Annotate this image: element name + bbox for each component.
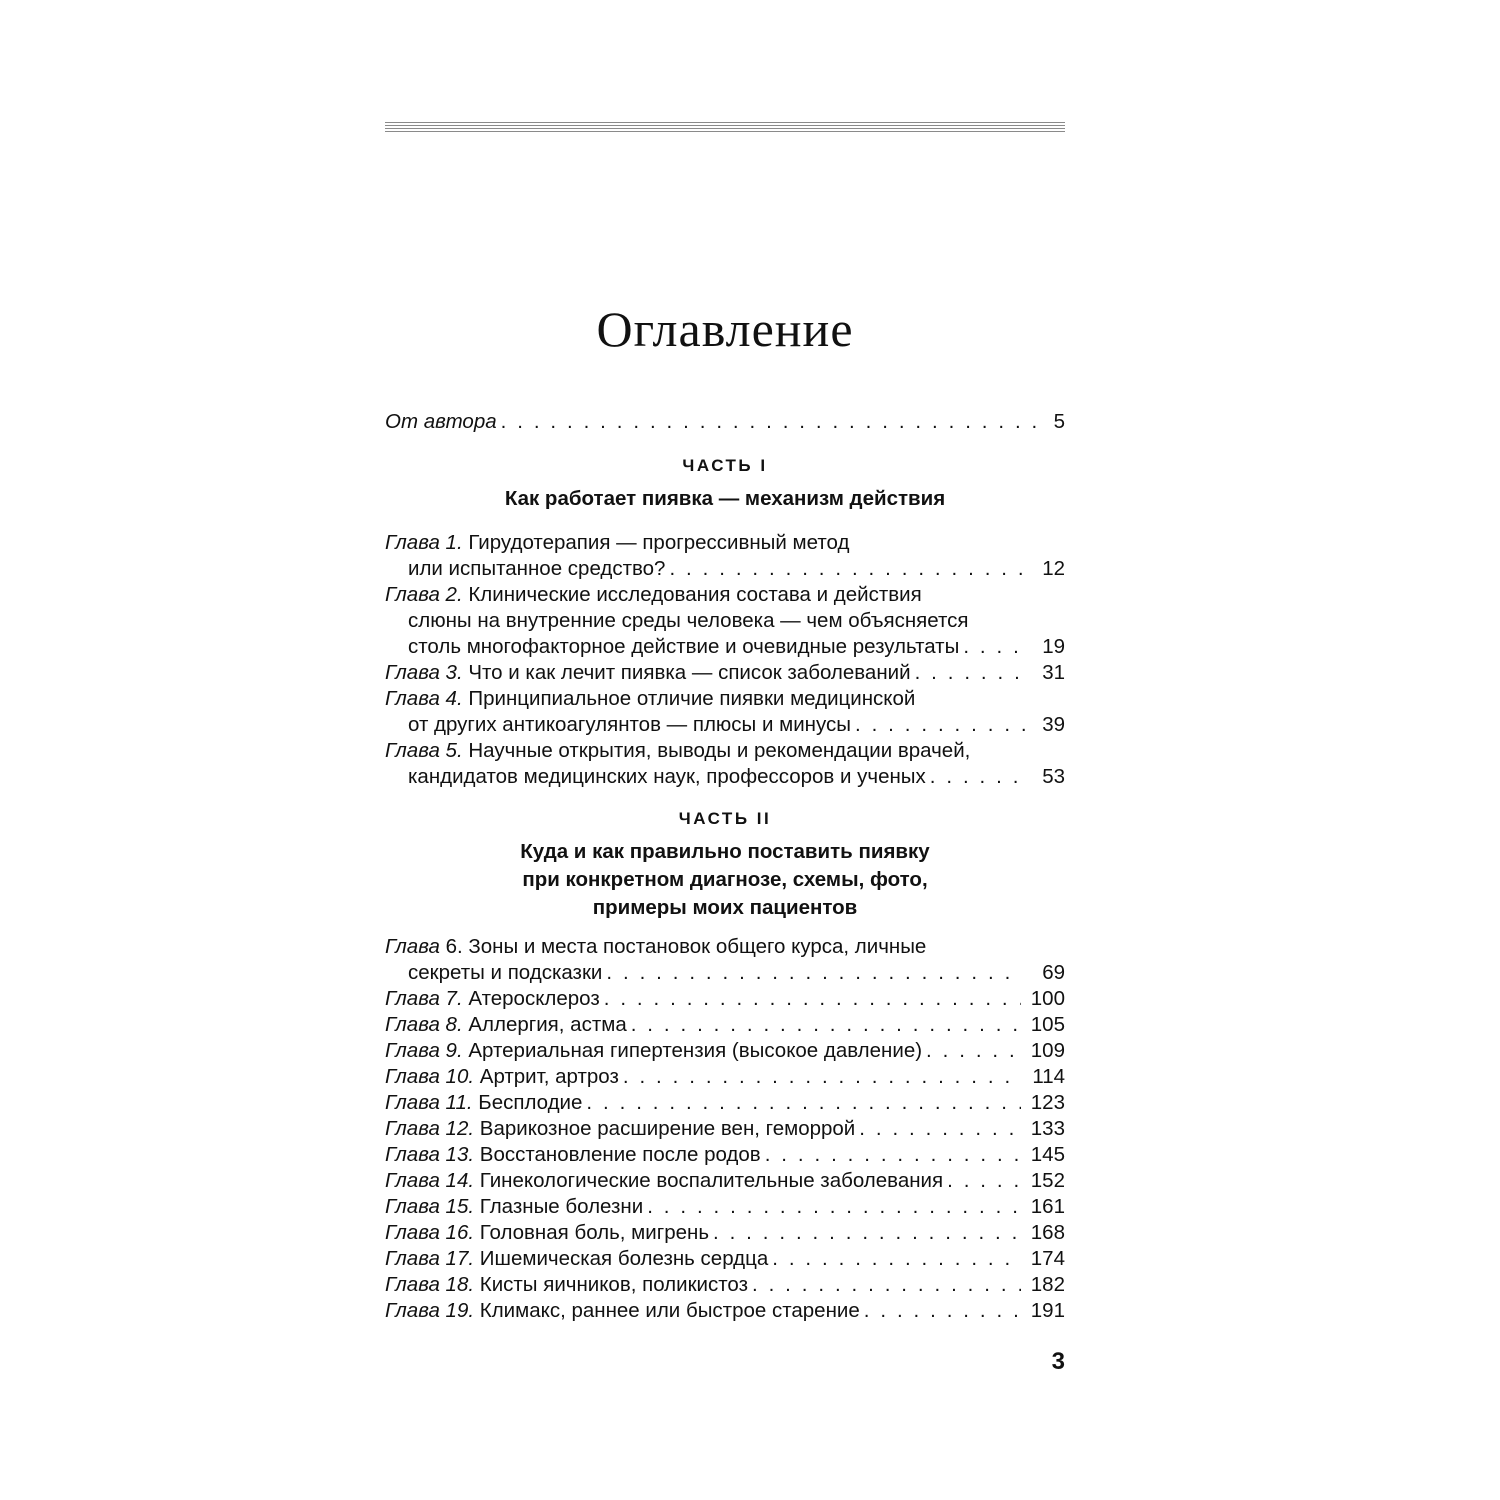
toc-entry-label — [385, 582, 922, 608]
dot-leader — [752, 1272, 1021, 1298]
part2-chapter-list — [385, 934, 1065, 1324]
chapter-prefix: Глава 18. — [385, 1273, 475, 1296]
page-number: 161 — [1030, 1195, 1065, 1218]
chapter-title-text: Что и как лечит пиявка — список заболеваний — [468, 661, 911, 684]
header-rule — [385, 122, 1065, 133]
toc-entry-label — [385, 1012, 627, 1038]
part-title: Как работает пиявка — механизм действия — [504, 487, 946, 510]
toc-chapter-entry[interactable] — [385, 530, 1065, 582]
page-number: 191 — [1030, 1299, 1065, 1322]
dot-leader — [772, 1246, 1021, 1272]
part-label: ЧАСТЬ II — [678, 809, 772, 828]
chapter-prefix: Глава 16. — [385, 1221, 475, 1244]
chapter-prefix: Глава 9. — [385, 1039, 463, 1062]
page-title: Оглавление — [596, 301, 854, 357]
dot-leader — [631, 1012, 1021, 1038]
toc-line — [385, 960, 1065, 986]
chapter-title-text: Принципиальное отличие пиявки медицинской — [468, 687, 916, 710]
dot-leader — [501, 409, 1047, 435]
toc-line — [385, 1064, 1065, 1090]
toc-chapter-entry[interactable] — [385, 1090, 1065, 1116]
toc-line — [385, 556, 1065, 582]
toc-chapter-entry[interactable] — [385, 1142, 1065, 1168]
toc-entry-label — [385, 1298, 860, 1324]
page-number: 12 — [1042, 557, 1065, 580]
page-number: 5 — [1053, 410, 1065, 433]
page-number: 31 — [1042, 661, 1065, 684]
toc-chapter-entry[interactable] — [385, 738, 1065, 790]
toc-entry-label — [385, 530, 849, 556]
page-number: 145 — [1030, 1143, 1065, 1166]
chapter-prefix: Глава 3. — [385, 661, 463, 684]
chapter-prefix: Глава 19. — [385, 1299, 475, 1322]
dot-leader — [623, 1064, 1021, 1090]
dot-leader — [963, 634, 1031, 660]
chapter-title-text: Климакс, раннее или быстрое старение — [479, 1299, 860, 1322]
toc-entry-label — [385, 660, 911, 686]
page-folio: 3 — [1051, 1348, 1065, 1375]
toc-entry-label — [385, 1220, 709, 1246]
page-number: 123 — [1030, 1091, 1065, 1114]
toc-entry-label — [385, 1116, 855, 1142]
chapter-title-text: слюны на внутренние среды человека — чем объясняется — [408, 609, 969, 632]
page-number: 53 — [1042, 765, 1065, 788]
toc-line — [385, 686, 1065, 712]
toc-line — [385, 986, 1065, 1012]
toc-line — [385, 1168, 1065, 1194]
page-number: 109 — [1030, 1039, 1065, 1062]
toc-line — [385, 738, 1065, 764]
chapter-prefix: Глава 1. — [385, 531, 463, 554]
toc-line — [385, 634, 1065, 660]
dot-leader — [915, 660, 1031, 686]
toc-chapter-entry[interactable] — [385, 1220, 1065, 1246]
toc-chapter-entry[interactable] — [385, 686, 1065, 738]
chapter-prefix: Глава 7. — [385, 987, 463, 1010]
toc-line — [385, 1272, 1065, 1298]
toc-chapter-entry[interactable] — [385, 1194, 1065, 1220]
page-number: 152 — [1030, 1169, 1065, 1192]
chapter-prefix: Глава 14. — [385, 1169, 475, 1192]
chapter-title-text: кандидатов медицинских наук, профессоров и ученых — [408, 765, 926, 788]
chapter-title-text: от других антикоагулянтов — плюсы и минусы — [408, 713, 851, 736]
dot-leader — [859, 1116, 1021, 1142]
page-number: 69 — [1042, 961, 1065, 984]
dot-leader — [713, 1220, 1021, 1246]
toc-entry-label — [385, 1090, 582, 1116]
toc-chapter-entry[interactable] — [385, 660, 1065, 686]
toc-line — [385, 1298, 1065, 1324]
toc-line — [385, 1142, 1065, 1168]
dot-leader — [586, 1090, 1021, 1116]
toc-chapter-entry[interactable] — [385, 1298, 1065, 1324]
toc-entry-label — [385, 1142, 761, 1168]
part-title-line: Куда и как правильно поставить пиявку — [520, 840, 930, 863]
dot-leader — [926, 1038, 1021, 1064]
toc-line — [385, 582, 1065, 608]
toc-line — [385, 764, 1065, 790]
page-number: 133 — [1030, 1117, 1065, 1140]
toc-entry-label — [385, 764, 926, 790]
chapter-prefix: Глава 13. — [385, 1143, 475, 1166]
dot-leader — [864, 1298, 1021, 1324]
page-number: 174 — [1030, 1247, 1065, 1270]
toc-chapter-entry[interactable] — [385, 1116, 1065, 1142]
chapter-number: 6. — [439, 935, 463, 958]
chapter-title-text: Аллергия, астма — [468, 1013, 627, 1036]
dot-leader — [647, 1194, 1021, 1220]
toc-line — [385, 712, 1065, 738]
page-number: 39 — [1042, 713, 1065, 736]
chapter-title-text: Ишемическая болезнь сердца — [479, 1247, 769, 1270]
toc-entry-label — [385, 960, 602, 986]
toc-entry-label — [385, 1168, 943, 1194]
toc-line — [385, 660, 1065, 686]
toc-chapter-entry[interactable] — [385, 1012, 1065, 1038]
chapter-prefix: Глава 10. — [385, 1065, 475, 1088]
page-number: 168 — [1030, 1221, 1065, 1244]
chapter-prefix: Глава 12. — [385, 1117, 475, 1140]
toc-entry-label — [385, 934, 926, 960]
chapter-title-text: Кисты яичников, поликистоз — [479, 1273, 748, 1296]
toc-chapter-entry[interactable] — [385, 1272, 1065, 1298]
toc-entry-label — [385, 1272, 748, 1298]
toc-line — [385, 934, 1065, 960]
page-number: 182 — [1030, 1273, 1065, 1296]
chapter-title-text: Восстановление после родов — [479, 1143, 761, 1166]
toc-entry-label — [385, 634, 959, 660]
chapter-prefix: Глава 17. — [385, 1247, 475, 1270]
table-of-contents — [385, 409, 1065, 1324]
part1-chapter-list — [385, 530, 1065, 790]
chapter-prefix: Глава 2. — [385, 583, 463, 606]
page-number: 114 — [1032, 1065, 1065, 1088]
toc-entry-label — [385, 686, 915, 712]
part-title-line: примеры моих пациентов — [592, 896, 858, 919]
toc-entry-label — [385, 556, 665, 582]
chapter-title-text: или испытанное средство? — [408, 557, 666, 580]
chapter-title-text: Артериальная гипертензия (высокое давление) — [468, 1039, 923, 1062]
chapter-prefix: Глава 8. — [385, 1013, 463, 1036]
book-page — [385, 0, 1065, 1500]
toc-chapter-entry[interactable] — [385, 1246, 1065, 1272]
toc-line — [385, 608, 1065, 634]
toc-entry-label: От автора — [385, 410, 497, 433]
chapter-title-text: Варикозное расширение вен, геморрой — [479, 1117, 856, 1140]
toc-chapter-entry[interactable] — [385, 582, 1065, 660]
chapter-title-text: столь многофакторное действие и очевидные результаты — [408, 635, 960, 658]
toc-entry-label — [385, 986, 600, 1012]
dot-leader — [930, 764, 1031, 790]
toc-line — [385, 1012, 1065, 1038]
dot-leader — [765, 1142, 1021, 1168]
part-title-line: при конкретном диагнозе, схемы, фото, — [522, 868, 928, 891]
toc-entry-label — [385, 1194, 643, 1220]
dot-leader — [855, 712, 1031, 738]
toc-entry-label — [385, 738, 970, 764]
chapter-title-text: Зоны и места постановок общего курса, личные — [468, 935, 927, 958]
toc-chapter-entry[interactable] — [385, 934, 1065, 986]
chapter-prefix: Глава 11. — [385, 1091, 473, 1114]
toc-chapter-entry[interactable] — [385, 1038, 1065, 1064]
toc-chapter-entry[interactable] — [385, 986, 1065, 1012]
dot-leader — [669, 556, 1031, 582]
toc-entry-label — [385, 712, 851, 738]
chapter-prefix: Глава 4. — [385, 687, 463, 710]
toc-line — [385, 1090, 1065, 1116]
toc-chapter-entry[interactable] — [385, 1168, 1065, 1194]
chapter-title-text: Глазные болезни — [479, 1195, 644, 1218]
chapter-title-text: Бесплодие — [478, 1091, 583, 1114]
chapter-title-text: Научные открытия, выводы и рекомендации врачей, — [468, 739, 971, 762]
toc-line — [385, 1038, 1065, 1064]
chapter-title-text: Гинекологические воспалительные заболевания — [479, 1169, 944, 1192]
chapter-title-text: Артрит, артроз — [479, 1065, 619, 1088]
toc-line — [385, 1220, 1065, 1246]
dot-leader — [947, 1168, 1021, 1194]
page-number: 105 — [1030, 1013, 1065, 1036]
toc-line — [385, 530, 1065, 556]
toc-entry-label — [385, 1064, 619, 1090]
chapter-title-text: Клинические исследования состава и действия — [468, 583, 922, 606]
toc-entry-label — [385, 608, 969, 634]
page-number: 100 — [1030, 987, 1065, 1010]
toc-chapter-entry[interactable] — [385, 1064, 1065, 1090]
chapter-prefix: Глава 15. — [385, 1195, 475, 1218]
dot-leader — [606, 960, 1021, 986]
part-label: ЧАСТЬ I — [682, 456, 768, 475]
toc-entry-intro[interactable] — [385, 409, 1065, 435]
toc-entry-label — [385, 1038, 922, 1064]
page-number: 19 — [1042, 635, 1065, 658]
chapter-title-text: Головная боль, мигрень — [479, 1221, 709, 1244]
chapter-title-text: Атеросклероз — [468, 987, 600, 1010]
dot-leader — [604, 986, 1021, 1012]
chapter-title-text: секреты и подсказки — [408, 961, 603, 984]
toc-line — [385, 1194, 1065, 1220]
toc-entry-label — [385, 1246, 768, 1272]
chapter-prefix: Глава 5. — [385, 739, 463, 762]
toc-line — [385, 1246, 1065, 1272]
chapter-title-text: Гирудотерапия — прогрессивный метод — [468, 531, 850, 554]
toc-line — [385, 1116, 1065, 1142]
chapter-prefix: Глава — [385, 935, 440, 958]
